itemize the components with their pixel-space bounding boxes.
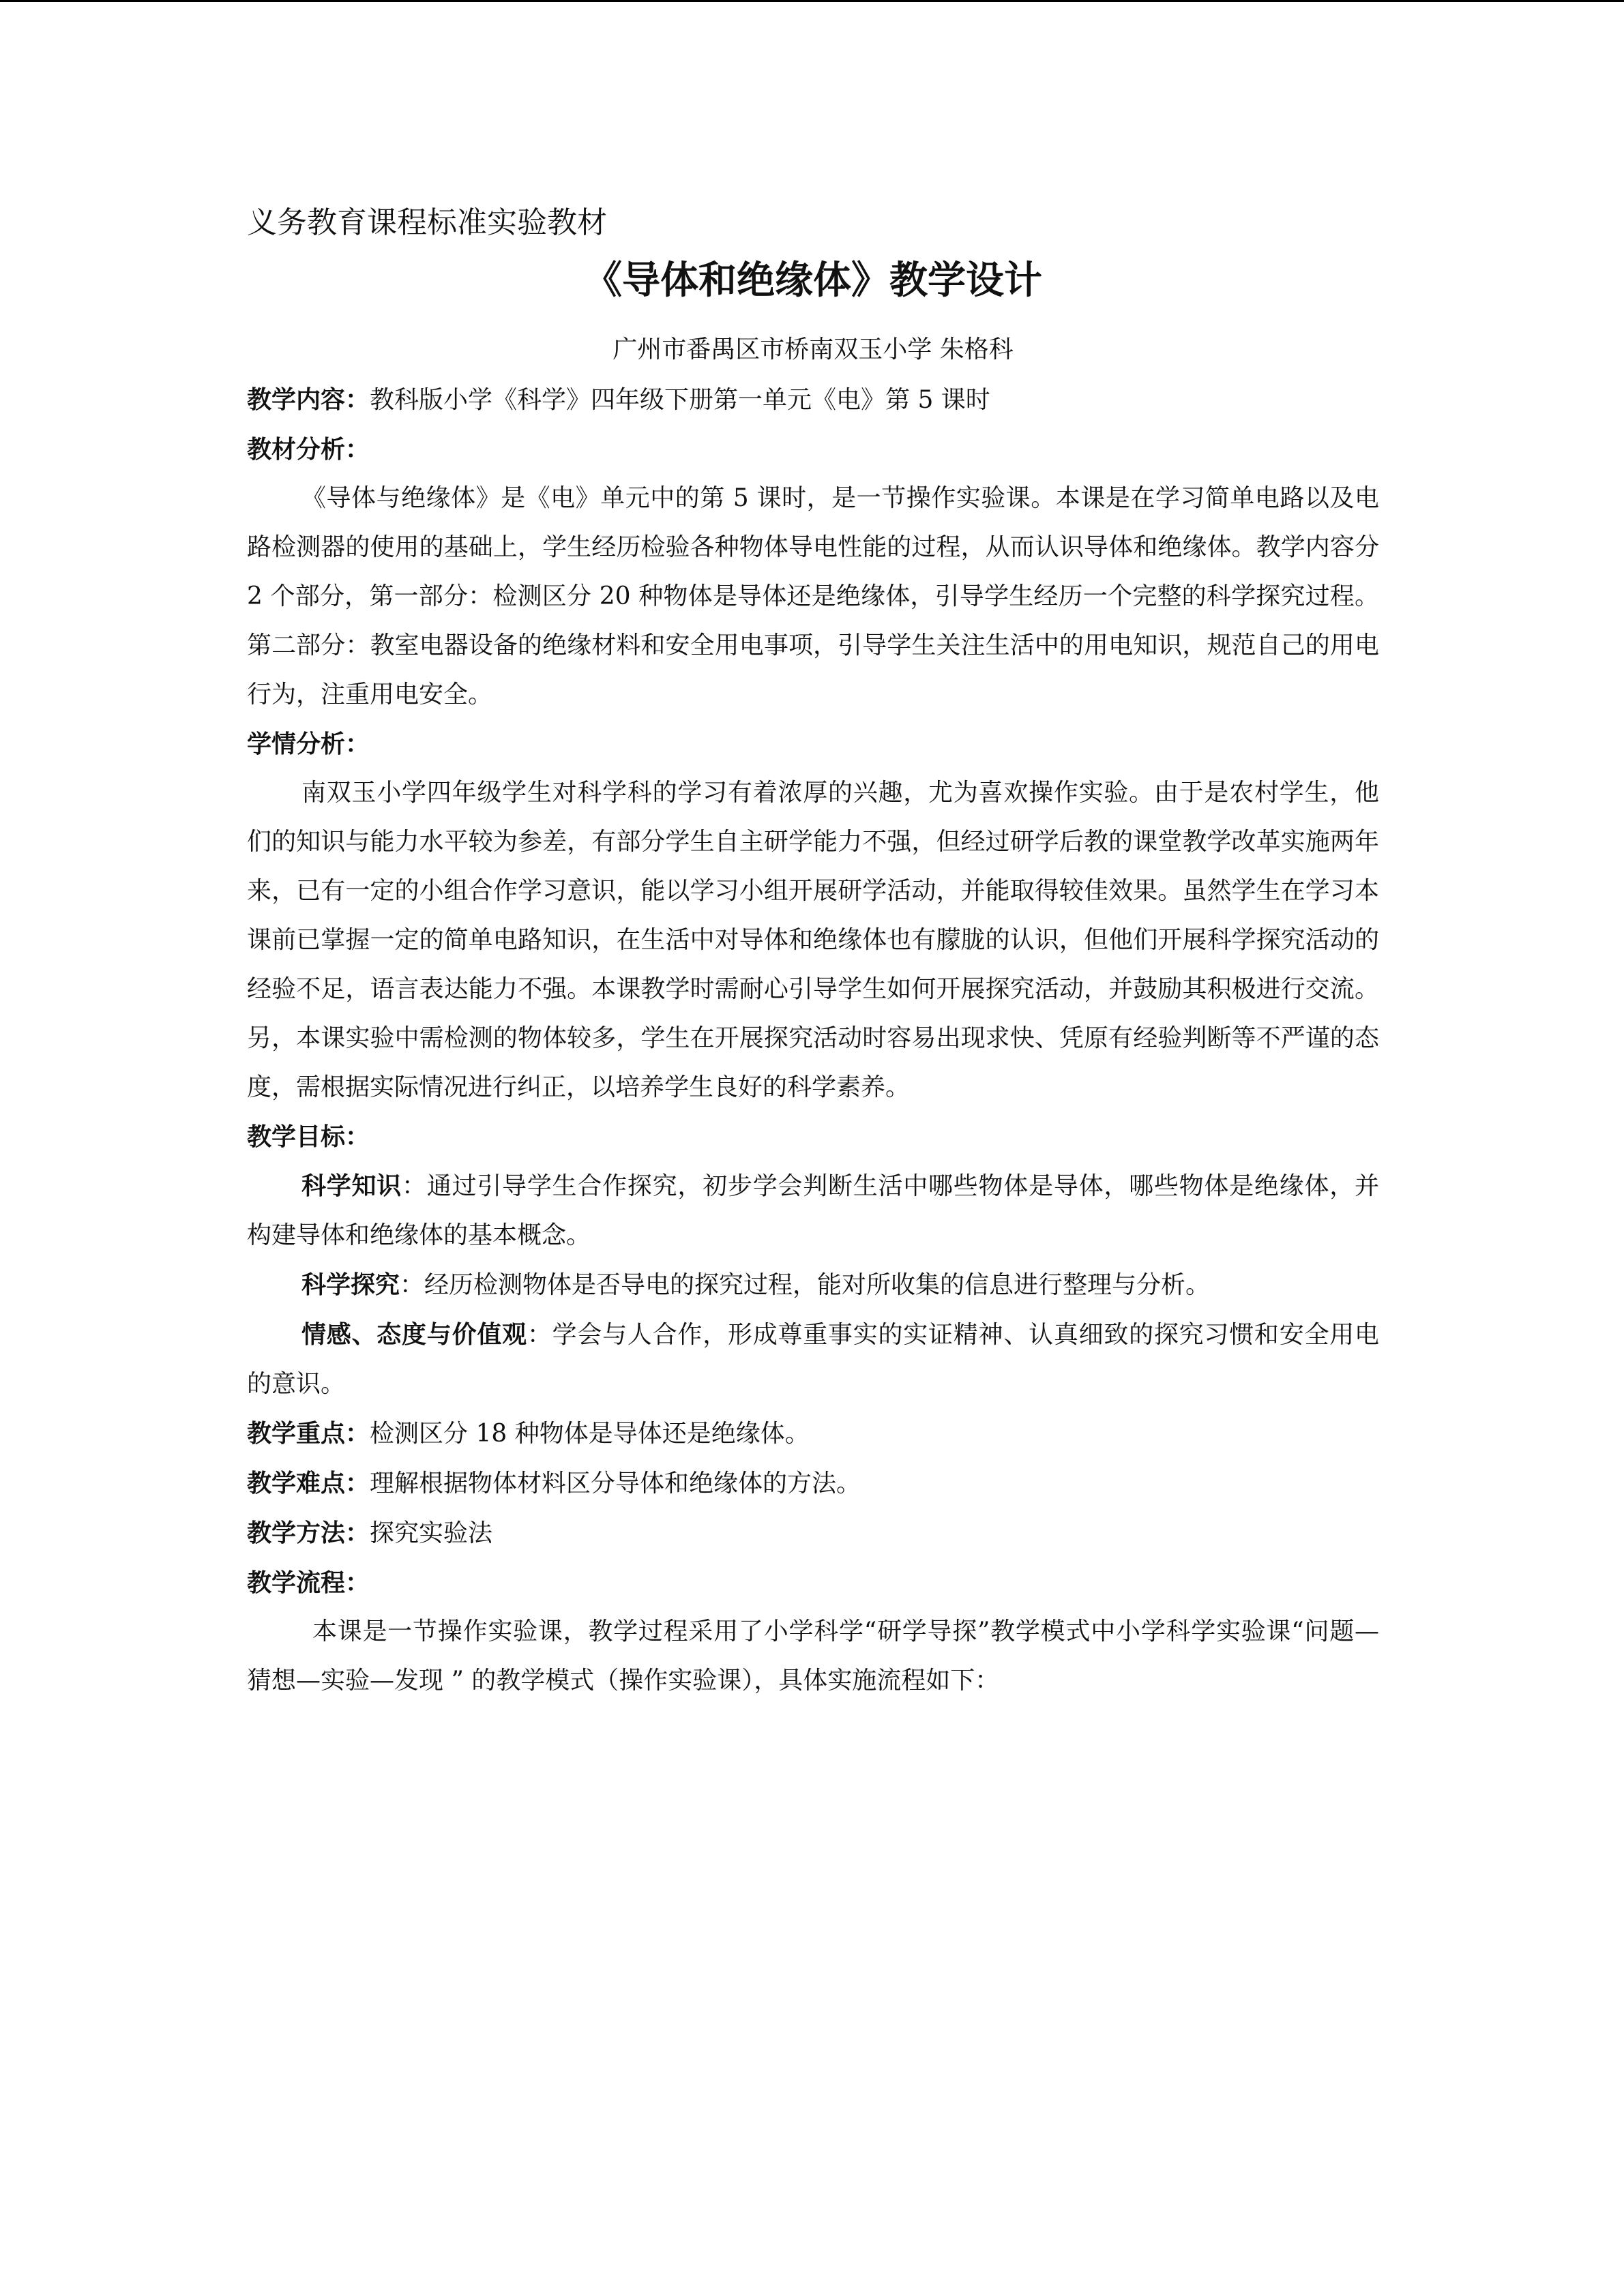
key-point-text: 检测区分 18 种物体是导体还是绝缘体。: [370, 1420, 810, 1448]
teaching-content: [247, 375, 1379, 425]
material-analysis-heading: 教材分析：: [247, 435, 370, 464]
teaching-method-text: 探究实验法: [370, 1519, 493, 1547]
goal-sep: ：: [402, 1172, 427, 1200]
student-analysis-text: 南双玉小学四年级学生对科学科的学习有着浓厚的兴趣，尤为喜欢操作实验。由于是农村学生，他们的知识与能力水平较为参差，有部分学生自主研学能力不强，但经过研学后教的课堂教学改革实施两年来，已有一定的小组合作学习意识，能以学习小组开展研学活动，并能取得较佳效果。虽然学生在学习本课前已掌握一定的简单电路知识，在生活中对导体和绝缘体也有朦胧的认识，但他们开展科学探究活动的经验不足，语言表达能力不强。本课教学时需耐心引导学生如何开展探究活动，并鼓励其积极进行交流。另，本课实验中需检测的物体较多，学生在开展探究活动时容易出现求快、凭原有经验判断等不严谨的态度，需根据实际情况进行纠正，以培养学生良好的科学素养。: [247, 779, 1379, 1101]
goal-text: 经历检测物体是否导电的探究过程，能对所收集的信息进行整理与分析。: [424, 1271, 1211, 1299]
goals-heading: 教学目标：: [247, 1122, 370, 1151]
teaching-method: [247, 1508, 1379, 1558]
goal-text: 通过引导学生合作探究，初步学会判断生活中哪些物体是导体，哪些物体是绝缘体，并构建导体和绝缘体的基本概念。: [247, 1172, 1379, 1249]
author-line: 广州市番禺区市桥南双玉小学 朱格科: [612, 336, 1014, 363]
student-analysis-heading: 学情分析：: [247, 730, 370, 758]
process-heading: 教学流程：: [247, 1568, 370, 1597]
teaching-method-label: 教学方法：: [247, 1519, 370, 1547]
goal-label: 科学知识: [301, 1172, 402, 1200]
goal-item-attitude: [247, 1310, 1379, 1409]
difficulty-label: 教学难点：: [247, 1469, 370, 1497]
goal-label: 科学探究: [301, 1270, 400, 1299]
key-point: [247, 1409, 1379, 1459]
key-point-label: 教学重点：: [247, 1419, 370, 1448]
goal-sep: ：: [527, 1321, 552, 1349]
teaching-content-label: 教学内容：: [247, 385, 370, 414]
difficulty: [247, 1459, 1379, 1508]
document-page: [247, 198, 1379, 1705]
series-caption: 义务教育课程标准实验教材: [247, 205, 607, 240]
process-text: 本课是一节操作实验课，教学过程采用了小学科学“研学导探”教学模式中小学科学实验课“问题—猜想—实验—发现 ” 的教学模式（操作实验课），具体实施流程如下：: [247, 1617, 1379, 1695]
teaching-content-text: 教科版小学《科学》四年级下册第一单元《电》第 5 课时: [370, 386, 990, 414]
page-top-border: [0, 0, 1624, 2]
material-analysis-text: 《导体与绝缘体》是《电》单元中的第 5 课时，是一节操作实验课。本课是在学习简单电路以及电路检测器的使用的基础上，学生经历检验各种物体导电性能的过程，从而认识导体和绝缘体。教学内容分 2 个部分，第一部分：检测区分 20 种物体是导体还是绝缘体，引导学生经历一个完整的科学探究过程。第二部分：教室电器设备的绝缘材料和安全用电事项，引导学生关注生活中的用电知识，规范自己的用电行为，注重用电安全。: [247, 484, 1379, 709]
goal-sep: ：: [400, 1271, 425, 1299]
document-title: 《导体和绝缘体》教学设计: [584, 258, 1042, 303]
difficulty-text: 理解根据物体材料区分导体和绝缘体的方法。: [370, 1470, 861, 1497]
goal-item-inquiry: [247, 1260, 1379, 1310]
goal-text: 学会与人合作，形成尊重事实的实证精神、认真细致的探究习惯和安全用电的意识。: [247, 1321, 1379, 1398]
goal-label: 情感、态度与价值观: [301, 1320, 527, 1349]
goal-item-knowledge: [247, 1161, 1379, 1260]
